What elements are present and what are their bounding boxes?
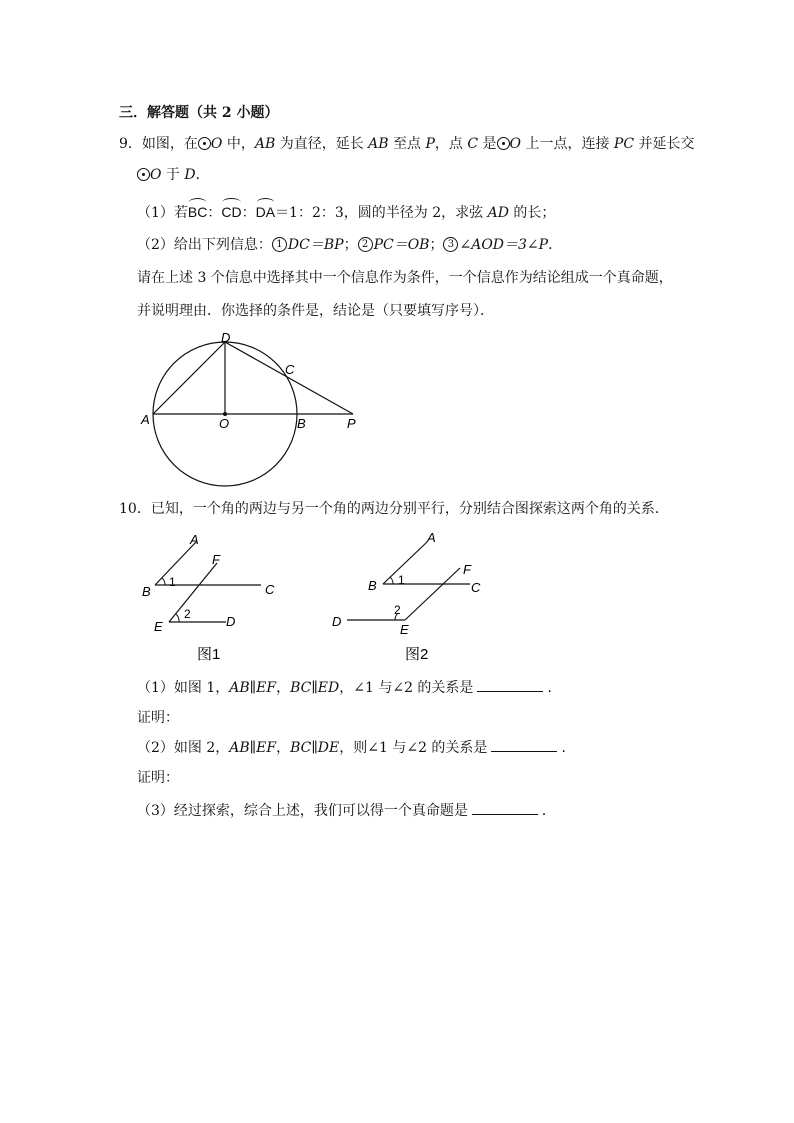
q9-part2-text: ． xyxy=(548,237,563,253)
q9-text: 为直径，延长 xyxy=(275,136,369,152)
q10-part2-text: BC∥DE xyxy=(290,740,340,756)
q9-text: 并延长交 xyxy=(634,136,695,152)
q10-part1-text: ，∠1 与∠2 的关系是 xyxy=(339,680,474,696)
q9-text: 中， xyxy=(222,136,255,152)
q9-part2-line2: 请在上述 3 个信息中选择其中一个信息作为条件，一个信息作为结论组成一个真命题， xyxy=(137,270,673,286)
label-d: D xyxy=(221,330,231,345)
segment-ad xyxy=(153,342,225,414)
q9-part2-text: （2）给出下列信息： xyxy=(137,237,272,253)
q9-part1 xyxy=(137,203,555,222)
q9-text: ． xyxy=(195,167,210,183)
answer-blank-1[interactable] xyxy=(477,679,543,692)
q9-text: PC xyxy=(613,136,635,152)
q9-text: 上一点，连接 xyxy=(521,136,614,152)
info-1: DC＝BP xyxy=(287,237,344,253)
section-heading: 三．解答题（共 2 小题） xyxy=(119,105,279,121)
arc-bc: BC xyxy=(187,204,208,220)
label-angle-1: 1 xyxy=(169,575,176,589)
label-f: F xyxy=(212,552,220,567)
q10-number: 10． xyxy=(119,501,151,517)
answer-blank-3[interactable] xyxy=(472,802,538,815)
q10-part2-text: （2）如图 2， xyxy=(137,740,230,756)
q10-part1-text: ， xyxy=(276,680,291,696)
q9-part1-text: 的长； xyxy=(508,205,556,221)
circled-number-2: 2 xyxy=(358,237,373,252)
label-f: F xyxy=(463,562,471,577)
q9-text: AB xyxy=(368,136,389,152)
q9-text: AB xyxy=(254,136,276,152)
label-d: D xyxy=(332,614,342,629)
q10-part2-text: AB∥EF xyxy=(229,740,277,756)
info-3: ∠AOD＝3∠P xyxy=(459,237,549,253)
q9-stem-line1 xyxy=(119,135,695,153)
q9-text: 于 xyxy=(161,167,185,183)
arc-cd: CD xyxy=(221,204,242,220)
q9-part1-text: ： xyxy=(241,205,256,221)
q10-part1-text: （1）如图 1， xyxy=(137,680,230,696)
q10-proof1-label: 证明： xyxy=(137,710,179,726)
label-e: E xyxy=(400,622,409,637)
q10-figure-1 xyxy=(138,530,288,670)
figure-2-caption: 图2 xyxy=(405,646,429,663)
angle-1-arc xyxy=(390,577,393,584)
segment-dp xyxy=(225,342,353,414)
label-angle-2: 2 xyxy=(394,603,401,617)
q9-text: O xyxy=(509,136,522,152)
q10-part3-text: （3）经过探索，综合上述，我们可以得一个真命题是 xyxy=(137,803,468,819)
q10-part2-text: ，则∠1 与∠2 的关系是 xyxy=(339,740,488,756)
q9-text: C xyxy=(467,136,479,152)
label-d: D xyxy=(226,614,236,629)
q10-part3-text: ． xyxy=(541,803,556,819)
q10-part2 xyxy=(137,739,575,757)
label-b: B xyxy=(297,416,306,431)
figure-1-caption: 图1 xyxy=(197,646,221,663)
q9-text: P xyxy=(425,136,435,152)
q10-text: 已知，一个角的两边与另一个角的两边分别平行，分别结合图探索这两个角的关系． xyxy=(150,501,669,517)
q9-text: ，点 xyxy=(434,136,468,152)
ray-ba xyxy=(383,542,427,584)
label-c: C xyxy=(265,582,275,597)
q10-proof2-label: 证明： xyxy=(137,770,179,786)
q9-text: O xyxy=(150,167,162,183)
ray-ef xyxy=(169,563,217,622)
arc-da: DA xyxy=(255,204,276,220)
q9-text: D xyxy=(184,167,196,183)
circled-number-3: 3 xyxy=(443,237,458,252)
label-angle-2: 2 xyxy=(184,607,191,621)
circle-symbol-icon xyxy=(198,137,211,150)
q10-part1-text: AB∥EF xyxy=(229,680,277,696)
label-a: A xyxy=(141,412,150,427)
label-b: B xyxy=(368,578,377,593)
q10-part1-text: ． xyxy=(547,680,562,696)
label-a: A xyxy=(427,530,436,545)
label-c: C xyxy=(285,362,295,377)
label-e: E xyxy=(154,619,163,634)
label-o: O xyxy=(219,416,230,431)
q9-part2 xyxy=(137,236,562,254)
label-b: B xyxy=(142,584,151,599)
circle-symbol-icon xyxy=(497,137,510,150)
circle-symbol-icon xyxy=(137,168,150,181)
label-angle-1: 1 xyxy=(398,573,405,587)
q9-part2-text: ； xyxy=(429,237,444,253)
q9-circle-figure xyxy=(135,328,375,488)
q10-stem xyxy=(119,500,669,518)
q10-figure-2 xyxy=(325,530,495,670)
q10-part1 xyxy=(137,679,561,697)
q9-text: 至点 xyxy=(388,136,426,152)
q9-part2-line3: 并说明理由．你选择的条件是，结论是（只要填写序号）． xyxy=(137,303,494,319)
q10-part3 xyxy=(137,802,556,820)
angle-2-arc xyxy=(176,614,179,622)
info-2: PC＝OB xyxy=(373,237,430,253)
q9-part1-text: AD xyxy=(487,205,509,221)
q9-part1-text: （1）若 xyxy=(137,205,188,221)
q9-stem-line2 xyxy=(137,166,210,184)
q9-text: O xyxy=(210,136,223,152)
q9-text: 如图，在 xyxy=(141,136,198,152)
q10-part1-text: BC∥ED xyxy=(290,680,340,696)
ray-ef xyxy=(405,568,460,620)
q10-part2-text: ． xyxy=(561,740,576,756)
q10-part2-text: ， xyxy=(276,740,291,756)
answer-blank-2[interactable] xyxy=(491,739,557,752)
q9-text: 是 xyxy=(478,136,497,152)
q9-number: 9． xyxy=(119,136,142,152)
label-a: A xyxy=(190,532,199,547)
q9-part1-text: ： xyxy=(207,205,222,221)
angle-1-arc xyxy=(162,578,165,585)
label-p: P xyxy=(347,416,356,431)
q9-part1-text: ＝1：2：3，圆的半径为 2，求弦 xyxy=(275,205,488,221)
q9-part2-text: ； xyxy=(343,237,358,253)
label-c: C xyxy=(471,580,481,595)
circled-number-1: 1 xyxy=(272,237,287,252)
